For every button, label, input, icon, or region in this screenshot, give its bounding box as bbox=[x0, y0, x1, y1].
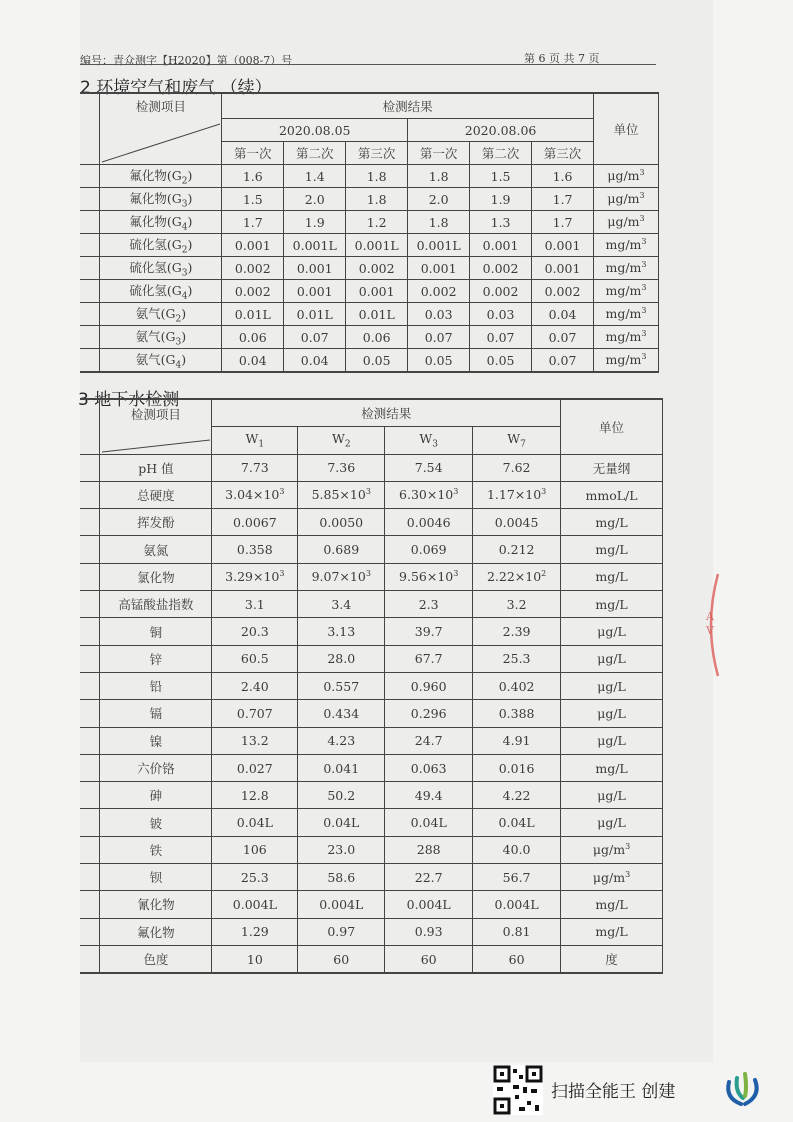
well-header: $W_7$ bbox=[473, 427, 561, 454]
value-cell: 4.91 bbox=[473, 727, 561, 754]
value-cell: 0.004L bbox=[212, 891, 298, 918]
section-title-groundwater: 3 地下水检测 bbox=[78, 390, 180, 410]
value-cell: $5.85\times 10^3$ bbox=[298, 481, 385, 508]
value-cell: 4.22 bbox=[473, 782, 561, 809]
value-cell: 0.402 bbox=[473, 672, 561, 699]
row-margin-cell bbox=[80, 645, 100, 672]
value-cell: 3.1 bbox=[212, 591, 298, 618]
row-margin-cell bbox=[80, 165, 100, 188]
unit-cell: $mg/m^3$ bbox=[593, 234, 658, 257]
unit-cell: μg/L bbox=[561, 700, 663, 727]
row-margin-cell bbox=[80, 349, 100, 373]
table-row bbox=[80, 563, 663, 590]
value-cell: 10 bbox=[212, 945, 298, 973]
qr-code-icon bbox=[493, 1065, 543, 1115]
value-cell: 0.001 bbox=[222, 234, 284, 257]
row-margin-cell bbox=[80, 211, 100, 234]
value-cell: 1.6 bbox=[532, 165, 594, 188]
table-row bbox=[80, 754, 663, 781]
table-row bbox=[80, 809, 663, 836]
stamp-fragment bbox=[700, 570, 720, 680]
value-cell: 0.04 bbox=[532, 303, 594, 326]
item-cell: 锌 bbox=[100, 645, 212, 672]
date-header: 2020.08.06 bbox=[408, 119, 594, 142]
row-margin-cell bbox=[80, 481, 100, 508]
item-cell: 挥发酚 bbox=[100, 509, 212, 536]
value-cell: 7.73 bbox=[212, 454, 298, 481]
table-row bbox=[80, 188, 659, 211]
value-cell: 0.04 bbox=[284, 349, 346, 373]
table-row bbox=[80, 257, 659, 280]
value-cell: 0.069 bbox=[385, 536, 473, 563]
run-header: 第一次 bbox=[222, 142, 284, 165]
value-cell: 1.9 bbox=[470, 188, 532, 211]
unit-cell: mg/L bbox=[561, 891, 663, 918]
value-cell: $3.29\times 10^3$ bbox=[212, 563, 298, 590]
unit-cell: $\mu g/m^3$ bbox=[593, 165, 658, 188]
value-cell: 13.2 bbox=[212, 727, 298, 754]
row-margin-cell bbox=[80, 918, 100, 945]
table-row bbox=[80, 454, 663, 481]
value-cell: 106 bbox=[212, 836, 298, 863]
value-cell: 0.0067 bbox=[212, 509, 298, 536]
result-header: 检测结果 bbox=[222, 93, 594, 119]
value-cell: 0.03 bbox=[470, 303, 532, 326]
table-row bbox=[80, 836, 663, 863]
value-cell: 1.9 bbox=[284, 211, 346, 234]
value-cell: 0.002 bbox=[408, 280, 470, 303]
unit-cell: mmoL/L bbox=[561, 481, 663, 508]
value-cell: 0.002 bbox=[222, 257, 284, 280]
unit-cell: mg/L bbox=[561, 536, 663, 563]
item-cell: 铅 bbox=[100, 672, 212, 699]
table-row bbox=[80, 727, 663, 754]
well-header: $W_3$ bbox=[385, 427, 473, 454]
value-cell: 60 bbox=[473, 945, 561, 973]
value-cell: 1.7 bbox=[532, 188, 594, 211]
value-cell: 0.06 bbox=[222, 326, 284, 349]
value-cell: 0.212 bbox=[473, 536, 561, 563]
item-cell: 氰化物 bbox=[100, 891, 212, 918]
item-header-cell bbox=[100, 93, 222, 165]
value-cell: 0.0045 bbox=[473, 509, 561, 536]
value-cell: 0.041 bbox=[298, 754, 385, 781]
scanner-footer bbox=[493, 1062, 793, 1122]
unit-cell: $\mu g/m^3$ bbox=[593, 211, 658, 234]
value-cell: 3.4 bbox=[298, 591, 385, 618]
value-cell: 0.001L bbox=[284, 234, 346, 257]
well-header: $W_1$ bbox=[212, 427, 298, 454]
table-row bbox=[80, 918, 663, 945]
value-cell: 0.06 bbox=[346, 326, 408, 349]
table-row bbox=[80, 891, 663, 918]
value-cell: 22.7 bbox=[385, 864, 473, 891]
unit-cell: μg/L bbox=[561, 809, 663, 836]
run-header: 第一次 bbox=[408, 142, 470, 165]
value-cell: 0.358 bbox=[212, 536, 298, 563]
groundwater-results-table bbox=[80, 398, 663, 974]
value-cell: 0.388 bbox=[473, 700, 561, 727]
value-cell: 2.3 bbox=[385, 591, 473, 618]
table-row bbox=[80, 165, 659, 188]
table-row bbox=[80, 618, 663, 645]
value-cell: $1.17\times 10^3$ bbox=[473, 481, 561, 508]
row-margin-cell bbox=[80, 326, 100, 349]
item-cell: 氟化物$(G_3)$ bbox=[100, 188, 222, 211]
row-margin-cell bbox=[80, 257, 100, 280]
row-margin-cell bbox=[80, 836, 100, 863]
value-cell: 0.001L bbox=[346, 234, 408, 257]
value-cell: 1.8 bbox=[346, 188, 408, 211]
header-rule bbox=[80, 64, 656, 65]
value-cell: 0.960 bbox=[385, 672, 473, 699]
item-cell: 铜 bbox=[100, 618, 212, 645]
item-cell: 氨气$(G_4)$ bbox=[100, 349, 222, 373]
value-cell: 0.002 bbox=[470, 257, 532, 280]
value-cell: 60 bbox=[385, 945, 473, 973]
item-cell: 氟化物$(G_4)$ bbox=[100, 211, 222, 234]
value-cell: 0.001 bbox=[470, 234, 532, 257]
unit-cell: $\mu g/m^3$ bbox=[593, 188, 658, 211]
run-header: 第二次 bbox=[470, 142, 532, 165]
run-header: 第三次 bbox=[532, 142, 594, 165]
row-margin-cell bbox=[80, 234, 100, 257]
unit-cell: μg/L bbox=[561, 727, 663, 754]
row-margin-cell bbox=[80, 188, 100, 211]
table-row bbox=[80, 700, 663, 727]
row-margin-cell bbox=[80, 536, 100, 563]
value-cell: 0.001 bbox=[532, 234, 594, 257]
value-cell: 24.7 bbox=[385, 727, 473, 754]
value-cell: 0.557 bbox=[298, 672, 385, 699]
value-cell: $3.04\times 10^3$ bbox=[212, 481, 298, 508]
value-cell: 1.3 bbox=[470, 211, 532, 234]
row-margin-cell bbox=[80, 891, 100, 918]
unit-cell: $mg/m^3$ bbox=[593, 280, 658, 303]
value-cell: 0.93 bbox=[385, 918, 473, 945]
row-margin-cell bbox=[80, 509, 100, 536]
item-cell: 钡 bbox=[100, 864, 212, 891]
svg-text:A: A bbox=[706, 610, 714, 623]
value-cell: 0.05 bbox=[408, 349, 470, 373]
row-margin-cell bbox=[80, 782, 100, 809]
unit-cell: $\mu g/m^3$ bbox=[561, 864, 663, 891]
row-margin-cell bbox=[80, 591, 100, 618]
table-row bbox=[80, 536, 663, 563]
row-margin-cell bbox=[80, 700, 100, 727]
value-cell: 0.0050 bbox=[298, 509, 385, 536]
page-number: 第 6 页 共 7 页 bbox=[524, 52, 600, 65]
value-cell: 288 bbox=[385, 836, 473, 863]
item-header-label: 检测项目 bbox=[135, 99, 186, 114]
value-cell: 7.54 bbox=[385, 454, 473, 481]
value-cell: 0.01L bbox=[346, 303, 408, 326]
table-row bbox=[80, 326, 659, 349]
unit-cell: $mg/m^3$ bbox=[593, 257, 658, 280]
row-margin-cell bbox=[80, 303, 100, 326]
table-row bbox=[80, 782, 663, 809]
value-cell: 1.2 bbox=[346, 211, 408, 234]
value-cell: 0.07 bbox=[284, 326, 346, 349]
item-cell: 氨气$(G_2)$ bbox=[100, 303, 222, 326]
camscanner-logo-icon bbox=[721, 1068, 765, 1112]
value-cell: 0.016 bbox=[473, 754, 561, 781]
table-row bbox=[80, 481, 663, 508]
unit-cell: $mg/m^3$ bbox=[593, 303, 658, 326]
value-cell: 0.01L bbox=[222, 303, 284, 326]
value-cell: 0.707 bbox=[212, 700, 298, 727]
unit-header: 单位 bbox=[561, 399, 663, 454]
value-cell: 0.001L bbox=[408, 234, 470, 257]
value-cell: 0.81 bbox=[473, 918, 561, 945]
value-cell: 0.04L bbox=[298, 809, 385, 836]
value-cell: 1.8 bbox=[408, 165, 470, 188]
value-cell: 1.5 bbox=[222, 188, 284, 211]
unit-cell: $mg/m^3$ bbox=[593, 349, 658, 373]
unit-cell: μg/L bbox=[561, 672, 663, 699]
value-cell: 0.07 bbox=[408, 326, 470, 349]
item-cell: 砷 bbox=[100, 782, 212, 809]
table-row bbox=[80, 349, 659, 373]
value-cell: $2.22\times 10^2$ bbox=[473, 563, 561, 590]
value-cell: $9.56\times 10^3$ bbox=[385, 563, 473, 590]
value-cell: 23.0 bbox=[298, 836, 385, 863]
value-cell: 1.7 bbox=[222, 211, 284, 234]
value-cell: 3.13 bbox=[298, 618, 385, 645]
unit-cell: mg/L bbox=[561, 509, 663, 536]
value-cell: 60 bbox=[298, 945, 385, 973]
value-cell: 50.2 bbox=[298, 782, 385, 809]
value-cell: 0.004L bbox=[473, 891, 561, 918]
item-header-label: 检测项目 bbox=[130, 407, 181, 422]
value-cell: 0.004L bbox=[298, 891, 385, 918]
item-cell: 氟化物$(G_2)$ bbox=[100, 165, 222, 188]
value-cell: 0.001 bbox=[284, 280, 346, 303]
value-cell: 2.0 bbox=[284, 188, 346, 211]
value-cell: 0.01L bbox=[284, 303, 346, 326]
value-cell: 0.004L bbox=[385, 891, 473, 918]
result-header: 检测结果 bbox=[212, 399, 561, 427]
value-cell: 1.6 bbox=[222, 165, 284, 188]
run-header: 第二次 bbox=[284, 142, 346, 165]
value-cell: 1.7 bbox=[532, 211, 594, 234]
table-row bbox=[80, 864, 663, 891]
value-cell: 28.0 bbox=[298, 645, 385, 672]
value-cell: 2.39 bbox=[473, 618, 561, 645]
item-cell: 硫化氢$(G_2)$ bbox=[100, 234, 222, 257]
table-row bbox=[80, 672, 663, 699]
value-cell: 0.001 bbox=[532, 257, 594, 280]
value-cell: 25.3 bbox=[473, 645, 561, 672]
value-cell: 1.5 bbox=[470, 165, 532, 188]
item-cell: 硫化氢$(G_4)$ bbox=[100, 280, 222, 303]
item-cell: 镍 bbox=[100, 727, 212, 754]
value-cell: 0.07 bbox=[532, 349, 594, 373]
value-cell: 39.7 bbox=[385, 618, 473, 645]
scanner-caption: 扫描全能王 创建 bbox=[551, 1082, 676, 1102]
item-cell: 硫化氢$(G_3)$ bbox=[100, 257, 222, 280]
value-cell: 0.05 bbox=[470, 349, 532, 373]
item-cell: 铁 bbox=[100, 836, 212, 863]
row-margin-cell bbox=[80, 454, 100, 481]
unit-cell: μg/L bbox=[561, 618, 663, 645]
value-cell: 0.296 bbox=[385, 700, 473, 727]
value-cell: 0.027 bbox=[212, 754, 298, 781]
value-cell: 0.07 bbox=[470, 326, 532, 349]
item-cell: 总硬度 bbox=[100, 481, 212, 508]
table-row bbox=[80, 303, 659, 326]
value-cell: 0.001 bbox=[408, 257, 470, 280]
well-header: $W_2$ bbox=[298, 427, 385, 454]
row-margin-cell bbox=[80, 618, 100, 645]
unit-cell: $mg/m^3$ bbox=[593, 326, 658, 349]
run-header: 第三次 bbox=[346, 142, 408, 165]
value-cell: 0.434 bbox=[298, 700, 385, 727]
unit-cell: μg/L bbox=[561, 645, 663, 672]
row-margin-cell bbox=[80, 93, 100, 165]
unit-cell: μg/L bbox=[561, 782, 663, 809]
value-cell: 0.04 bbox=[222, 349, 284, 373]
value-cell: 2.40 bbox=[212, 672, 298, 699]
row-margin-cell bbox=[80, 809, 100, 836]
row-margin-cell bbox=[80, 945, 100, 973]
value-cell: 0.001 bbox=[284, 257, 346, 280]
value-cell: $9.07\times 10^3$ bbox=[298, 563, 385, 590]
table-row bbox=[80, 509, 663, 536]
value-cell: 4.23 bbox=[298, 727, 385, 754]
value-cell: 0.0046 bbox=[385, 509, 473, 536]
value-cell: 7.62 bbox=[473, 454, 561, 481]
value-cell: 0.04L bbox=[385, 809, 473, 836]
item-cell: 镉 bbox=[100, 700, 212, 727]
item-cell: 氨氮 bbox=[100, 536, 212, 563]
row-margin-cell bbox=[80, 399, 100, 454]
value-cell: 1.4 bbox=[284, 165, 346, 188]
section-title-air: 2 环境空气和废气 （续） bbox=[80, 78, 272, 98]
value-cell: 0.002 bbox=[532, 280, 594, 303]
unit-header: 单位 bbox=[593, 93, 658, 165]
air-results-table bbox=[80, 92, 659, 373]
table-row bbox=[80, 234, 659, 257]
table-row bbox=[80, 645, 663, 672]
value-cell: 1.8 bbox=[408, 211, 470, 234]
svg-text:V: V bbox=[706, 624, 714, 637]
unit-cell: 度 bbox=[561, 945, 663, 973]
item-cell: 氟化物 bbox=[100, 918, 212, 945]
value-cell: 58.6 bbox=[298, 864, 385, 891]
value-cell: 12.8 bbox=[212, 782, 298, 809]
value-cell: 1.29 bbox=[212, 918, 298, 945]
value-cell: 0.689 bbox=[298, 536, 385, 563]
value-cell: 1.8 bbox=[346, 165, 408, 188]
value-cell: 49.4 bbox=[385, 782, 473, 809]
row-margin-cell bbox=[80, 280, 100, 303]
unit-cell: 无量纲 bbox=[561, 454, 663, 481]
item-cell: 氨气$(G_3)$ bbox=[100, 326, 222, 349]
item-cell: 高锰酸盐指数 bbox=[100, 591, 212, 618]
value-cell: 0.002 bbox=[470, 280, 532, 303]
value-cell: 60.5 bbox=[212, 645, 298, 672]
value-cell: 0.04L bbox=[473, 809, 561, 836]
value-cell: 20.3 bbox=[212, 618, 298, 645]
row-margin-cell bbox=[80, 672, 100, 699]
item-header-cell bbox=[100, 399, 212, 454]
value-cell: $6.30\times 10^3$ bbox=[385, 481, 473, 508]
value-cell: 25.3 bbox=[212, 864, 298, 891]
date-header: 2020.08.05 bbox=[222, 119, 408, 142]
unit-cell: mg/L bbox=[561, 918, 663, 945]
value-cell: 0.03 bbox=[408, 303, 470, 326]
row-margin-cell bbox=[80, 727, 100, 754]
value-cell: 0.002 bbox=[346, 257, 408, 280]
value-cell: 56.7 bbox=[473, 864, 561, 891]
value-cell: 3.2 bbox=[473, 591, 561, 618]
row-margin-cell bbox=[80, 563, 100, 590]
value-cell: 0.97 bbox=[298, 918, 385, 945]
item-cell: 六价铬 bbox=[100, 754, 212, 781]
value-cell: 0.001 bbox=[346, 280, 408, 303]
value-cell: 2.0 bbox=[408, 188, 470, 211]
unit-cell: $\mu g/m^3$ bbox=[561, 836, 663, 863]
report-number: 编号：青众测字【H2020】第（008-7）号 bbox=[80, 54, 293, 67]
value-cell: 7.36 bbox=[298, 454, 385, 481]
table-row bbox=[80, 945, 663, 973]
item-cell: pH 值 bbox=[100, 454, 212, 481]
unit-cell: mg/L bbox=[561, 754, 663, 781]
table-row bbox=[80, 591, 663, 618]
unit-cell: mg/L bbox=[561, 591, 663, 618]
value-cell: 67.7 bbox=[385, 645, 473, 672]
value-cell: 0.063 bbox=[385, 754, 473, 781]
row-margin-cell bbox=[80, 864, 100, 891]
value-cell: 0.05 bbox=[346, 349, 408, 373]
value-cell: 0.04L bbox=[212, 809, 298, 836]
item-cell: 色度 bbox=[100, 945, 212, 973]
item-cell: 氯化物 bbox=[100, 563, 212, 590]
row-margin-cell bbox=[80, 754, 100, 781]
item-cell: 铍 bbox=[100, 809, 212, 836]
table-row bbox=[80, 211, 659, 234]
value-cell: 40.0 bbox=[473, 836, 561, 863]
table-row bbox=[80, 280, 659, 303]
value-cell: 0.002 bbox=[222, 280, 284, 303]
unit-cell: mg/L bbox=[561, 563, 663, 590]
value-cell: 0.07 bbox=[532, 326, 594, 349]
